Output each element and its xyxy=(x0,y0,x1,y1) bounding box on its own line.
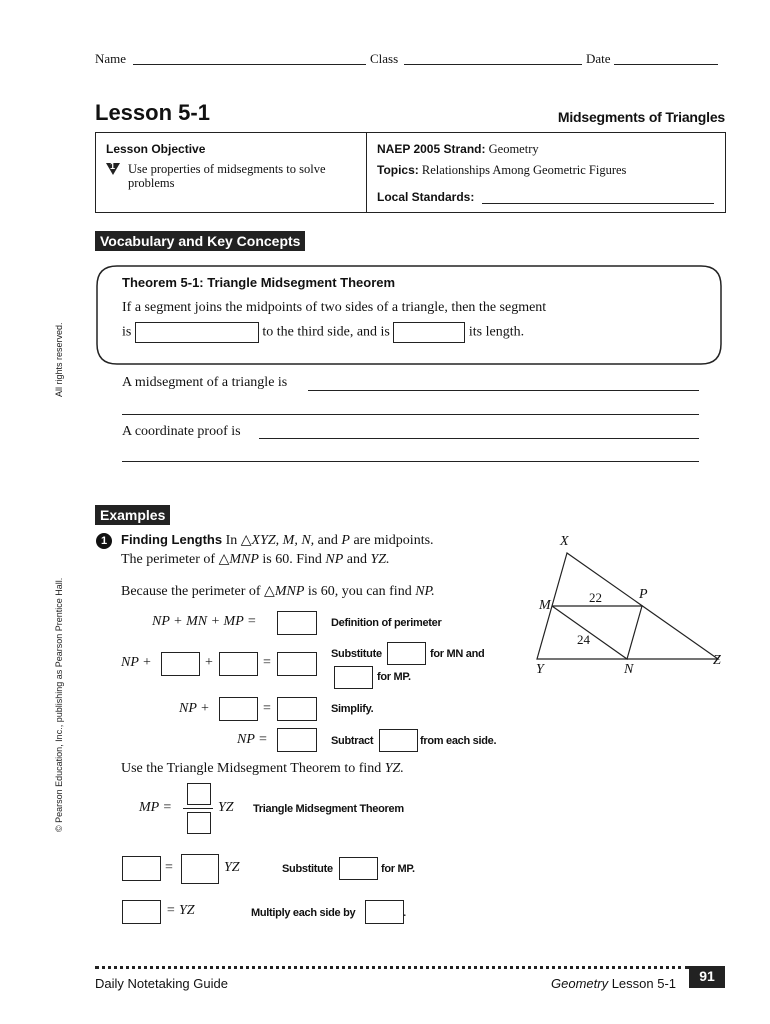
examples-heading: Examples xyxy=(95,505,170,525)
footer-dotted-rule xyxy=(95,966,689,969)
coordinate-def-field-2[interactable] xyxy=(122,461,699,462)
theorem-blank-fraction[interactable] xyxy=(393,322,465,343)
step1-eq: NP + MN + MP = xyxy=(152,614,257,629)
fraction-numerator-blank[interactable] xyxy=(187,783,211,805)
step4-blank[interactable] xyxy=(277,728,317,752)
step4-note-b: from each side. xyxy=(420,735,497,747)
step1-note: Definition of perimeter xyxy=(331,617,442,629)
ex-intro-and: and xyxy=(317,533,338,548)
label-m: M xyxy=(539,598,551,613)
sub-note-a: Substitute xyxy=(282,863,333,875)
label-n: N xyxy=(624,662,634,677)
page-number: 91 xyxy=(689,966,725,988)
ex-intro-prefix: In xyxy=(225,533,238,548)
example-number-badge: 1 xyxy=(96,533,112,549)
objective-number-icon xyxy=(106,162,120,176)
midsegment-def-field[interactable] xyxy=(308,390,699,391)
theorem-end: its length. xyxy=(468,324,525,340)
step2-np: NP + xyxy=(121,655,152,670)
mult-note: Multiply each side by xyxy=(251,907,356,919)
step2-note-blank-mn[interactable] xyxy=(387,642,426,665)
mp-note: Triangle Midsegment Theorem xyxy=(253,803,404,815)
objective-text: Use properties of midsegments to solve problems xyxy=(128,162,326,190)
midsegment-def-label: A midsegment of a triangle is xyxy=(122,375,288,390)
local-standards-label: Local Standards: xyxy=(377,190,475,204)
name-label: Name xyxy=(95,51,127,66)
footer-right xyxy=(551,976,676,991)
fraction-bar xyxy=(183,808,213,809)
triangle-diagram xyxy=(520,525,730,685)
class-field[interactable] xyxy=(404,64,582,65)
step4-note-a: Subtract xyxy=(331,735,374,747)
footer-left: Daily Notetaking Guide xyxy=(95,976,228,991)
example-intro xyxy=(121,532,434,549)
lesson-topic-title: Midsegments of Triangles xyxy=(557,109,725,125)
perim-and: and xyxy=(346,552,368,567)
step2-plus: + xyxy=(205,655,213,670)
copyright-text: © Pearson Education, Inc., publishing as Pearson Prentice Hall. xyxy=(54,577,64,832)
step3-blank[interactable] xyxy=(219,697,258,721)
step2-note-c: for MP. xyxy=(377,671,411,683)
mult-period: . xyxy=(403,905,407,920)
sub-note-b: for MP. xyxy=(381,863,415,875)
sub-blank-coef[interactable] xyxy=(181,854,219,884)
theorem-title: Theorem 5-1: Triangle Midsegment Theorem xyxy=(122,275,396,290)
ex-intro-p: P xyxy=(341,533,350,548)
step2-blank-result[interactable] xyxy=(277,652,317,676)
mult-eq: = YZ xyxy=(166,903,195,918)
mult-note-blank[interactable] xyxy=(365,900,404,924)
step2-note-a: Substitute xyxy=(331,648,382,660)
objective-number: 1 xyxy=(110,161,116,171)
because-prefix: Because the perimeter of xyxy=(121,584,261,599)
theorem-is: is xyxy=(122,324,132,340)
perim-mid: is 60. Find xyxy=(262,552,322,567)
date-field[interactable] xyxy=(614,64,718,65)
because-line xyxy=(121,583,435,600)
date-label: Date xyxy=(586,51,611,66)
use-theorem-line xyxy=(121,761,404,777)
theorem-blank-relationship[interactable] xyxy=(135,322,259,343)
step4-np: NP = xyxy=(237,732,268,747)
objective-table xyxy=(95,132,726,213)
sub-eq: = xyxy=(165,860,173,875)
local-standards-field[interactable] xyxy=(482,203,714,204)
theorem-line2 xyxy=(122,322,524,343)
step3-blank-result[interactable] xyxy=(277,697,317,721)
triangle-mnp xyxy=(552,606,642,659)
class-label: Class xyxy=(370,51,399,66)
step2-blank-mp[interactable] xyxy=(219,652,258,676)
use-yz: YZ. xyxy=(384,761,404,776)
label-x: X xyxy=(560,534,569,549)
mp-eq: MP = xyxy=(139,800,172,815)
step2-blank-mn[interactable] xyxy=(161,652,200,676)
use-prefix: Use the Triangle Midsegment Theorem to find xyxy=(121,761,382,776)
name-field[interactable] xyxy=(133,64,366,65)
lesson-title: Lesson 5-1 xyxy=(95,100,210,125)
objective-heading: Lesson Objective xyxy=(106,142,206,156)
step2-eq: = xyxy=(263,655,271,670)
naep-label: NAEP 2005 Strand: xyxy=(377,142,486,156)
step3-note: Simplify. xyxy=(331,703,374,715)
sub-yz: YZ xyxy=(224,860,240,875)
label-mn-length: 24 xyxy=(577,632,590,647)
ex-intro-tri: △XYZ, M, N, xyxy=(240,533,315,548)
step2-note-b: for MN and xyxy=(430,648,485,660)
naep-value: Geometry xyxy=(488,142,539,156)
step2-note-blank-mp[interactable] xyxy=(334,666,373,689)
because-tri: △MNP xyxy=(264,584,305,599)
topics-value: Relationships Among Geometric Figures xyxy=(421,163,627,177)
because-np: NP. xyxy=(415,584,435,599)
ex-intro-suffix: are midpoints. xyxy=(353,533,434,548)
label-y: Y xyxy=(536,662,544,677)
because-mid: is 60, you can find xyxy=(307,584,412,599)
example-perimeter xyxy=(121,551,390,568)
midsegment-def-field-2[interactable] xyxy=(122,414,699,415)
theorem-line1: If a segment joins the midpoints of two sides of a triangle, then the segment xyxy=(122,300,547,315)
step4-note-blank[interactable] xyxy=(379,729,418,752)
step3-np: NP + xyxy=(179,701,210,716)
rights-text: All rights reserved. xyxy=(54,322,64,397)
perim-yz: YZ. xyxy=(370,552,390,567)
footer-right-italic: Geometry xyxy=(551,976,609,991)
vocab-heading: Vocabulary and Key Concepts xyxy=(95,231,305,251)
step1-blank[interactable] xyxy=(277,611,317,635)
theorem-mid: to the third side, and is xyxy=(262,324,390,340)
coordinate-def-field[interactable] xyxy=(259,438,699,439)
label-z: Z xyxy=(713,653,721,668)
label-mp-length: 22 xyxy=(589,590,602,605)
mult-blank-left[interactable] xyxy=(122,900,161,924)
mp-yz: YZ xyxy=(218,800,234,815)
example-title: Finding Lengths xyxy=(121,532,223,547)
coordinate-def-label: A coordinate proof is xyxy=(122,424,241,439)
sub-note-blank[interactable] xyxy=(339,857,378,880)
step3-eq: = xyxy=(263,701,271,716)
perim-tri: △MNP xyxy=(218,552,259,567)
naep-row xyxy=(377,142,539,157)
sub-blank-left[interactable] xyxy=(122,856,161,881)
topics-label: Topics: xyxy=(377,163,419,177)
fraction-denominator-blank[interactable] xyxy=(187,812,211,834)
topics-row xyxy=(377,163,626,178)
perim-np: NP xyxy=(325,552,344,567)
perim-prefix: The perimeter of xyxy=(121,552,216,567)
label-p: P xyxy=(639,587,648,602)
footer-right-rest: Lesson 5-1 xyxy=(611,976,677,991)
